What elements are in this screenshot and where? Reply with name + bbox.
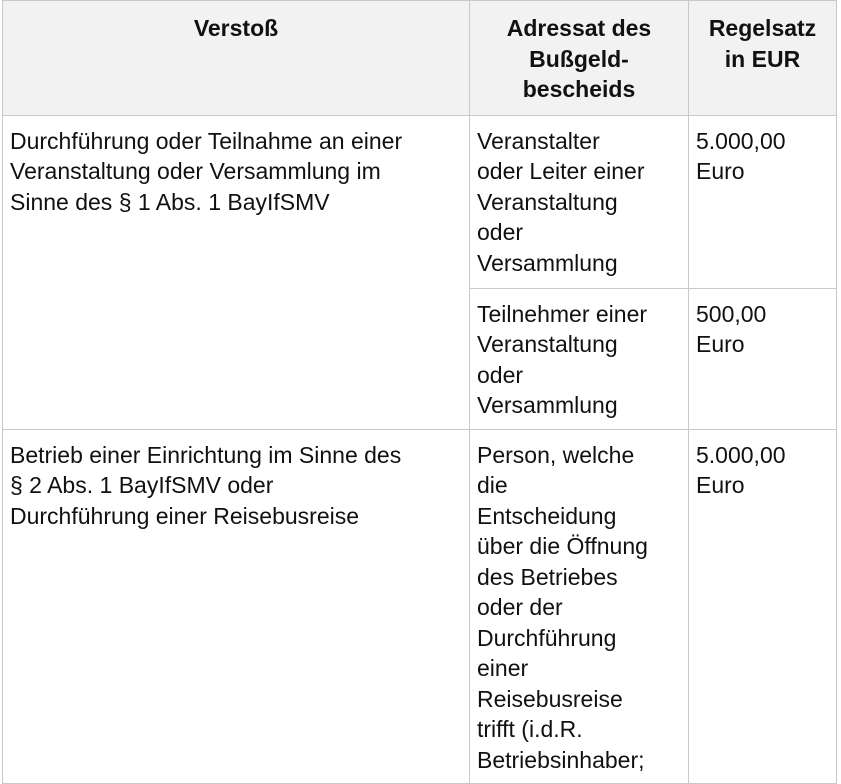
addressee-text: Teilnehmer einer Veranstaltung oder Versammlung	[477, 300, 648, 418]
addressee-text: Veranstalter oder Leiter einer Veranstaltung oder Versammlung	[477, 127, 645, 276]
rate-cell	[689, 288, 837, 429]
header-violation-label: Verstoß	[193, 15, 279, 41]
rate-cell	[689, 115, 837, 288]
rate-text: 500,00 Euro	[696, 300, 767, 357]
header-violation	[3, 1, 470, 116]
rate-cell	[689, 429, 837, 783]
addressee-text: Person, welche die Entscheidung über die Öffnung des Betriebes oder der Durchführung einer Reisebusreise trifft (i.d.R. Betriebsinhaber;	[477, 441, 648, 773]
addressee-cell	[470, 115, 689, 288]
addressee-cell	[470, 429, 689, 783]
header-addressee-label: Adressat des Bußgeld- bescheids	[506, 15, 652, 102]
table-row	[3, 115, 837, 288]
rate-text: 5.000,00 Euro	[696, 441, 786, 498]
violation-cell	[3, 115, 470, 429]
table-row	[3, 429, 837, 783]
header-rate	[689, 1, 837, 116]
rate-text: 5.000,00 Euro	[696, 127, 786, 184]
violation-text: Betrieb einer Einrichtung im Sinne des § 2 Abs. 1 BayIfSMV oder Durchführung einer Reisebusreise	[10, 441, 402, 529]
violation-text: Durchführung oder Teilnahme an einer Veranstaltung oder Versammlung im Sinne des § 1 Abs. 1 BayIfSMV	[10, 127, 403, 215]
fine-catalog-table	[2, 0, 837, 784]
table-header-row	[3, 1, 837, 116]
violation-cell	[3, 429, 470, 783]
header-rate-label: Regelsatz in EUR	[708, 15, 817, 72]
addressee-cell	[470, 288, 689, 429]
header-addressee	[470, 1, 689, 116]
